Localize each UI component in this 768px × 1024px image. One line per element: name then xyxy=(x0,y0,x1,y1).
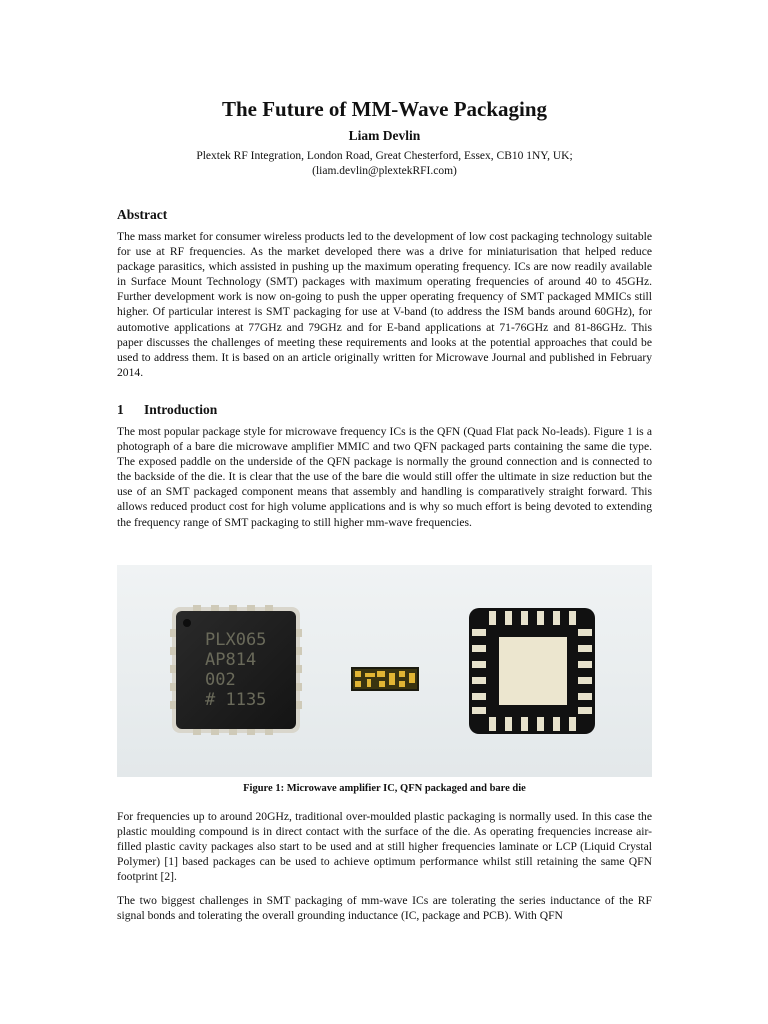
affiliation xyxy=(117,149,652,179)
abstract-heading: Abstract xyxy=(117,207,168,222)
qfn-package-underside xyxy=(469,608,595,734)
paragraph-3: The two biggest challenges in SMT packaging of mm-wave ICs are tolerating the series inductance of the RF signal bonds and tolerating the overall grounding inductance (IC, package and PCB). With QFN xyxy=(117,894,652,923)
abstract-text: The mass market for consumer wireless products led to the development of low cost packaging technology suitable for use at RF frequencies. As the market developed there was a drive for miniaturisation that helped reduce package parasitics, which assisted in pushing up the maximum operating frequency. ICs are now readily available in Surface Mount Technology (SMT) packages with maximum operating frequencies of around 40 to 45GHz. Further development work is now on-going to push the upper operating frequency of SMT packaged MMICs still higher. Of particular interest is SMT packaging for use at V-band (to address the ISM bands around 60GHz), for automotive applications at 77GHz and 79GHz and for E-band applications at 71-76GHz and 81-86GHz. This paper discusses the challenges of meeting these requirements and looks at the potential approaches that could be used to address them. It is based on an article originally written for Microwave Journal and published in February 2014. xyxy=(117,230,652,379)
figure-1-illustration xyxy=(117,565,652,777)
chip-marking-line-4: # 1135 xyxy=(205,690,267,710)
paragraph-2: For frequencies up to around 20GHz, traditional over-moulded plastic packaging is normally used. In this case the plastic moulding compound is in direct contact with the surface of the die. As operating frequencies increase air-filled plastic cavity packages also start to be used and at still higher frequencies laminate or LCP (Liquid Crystal Polymer) [1] based packages can be used to achieve optimum performance whilst still retaining the same QFN footprint [2]. xyxy=(117,810,652,884)
author-name: Liam Devlin xyxy=(348,128,421,143)
figure-1-photo xyxy=(117,565,652,777)
section-title: Introduction xyxy=(144,402,218,417)
affiliation-email: (liam.devlin@plextekRFI.com) xyxy=(312,165,457,177)
qfn-package-top xyxy=(170,605,302,735)
section-number: 1 xyxy=(117,402,124,417)
affiliation-address: Plextek RF Integration, London Road, Great Chesterford, Essex, CB10 1NY, UK; xyxy=(196,150,573,162)
bare-die xyxy=(351,667,419,691)
chip-marking-line-1: PLX065 xyxy=(205,630,267,650)
section-1-text: The most popular package style for microwave frequency ICs is the QFN (Quad Flat pack No-leads). Figure 1 is a photograph of a bare die microwave amplifier MMIC and two QFN packaged parts containing the same die type. The exposed paddle on the underside of the QFN package is normally the ground connection and is connected to the backside of the die. It is clear that the use of the bare die would still offer the ultimate in size reduction but the use of an SMT packaged component means that assembly and handling is comparatively straight forward. This allows reduced product cost for high volume applications and is why so much effort is being devoted to extending the frequency range of SMT packaging to still higher mm-wave frequencies. xyxy=(117,425,652,529)
figure-1-caption: Figure 1: Microwave amplifier IC, QFN packaged and bare die xyxy=(243,783,526,794)
chip-marking-line-2: AP814 xyxy=(205,650,257,670)
paper-title: The Future of MM-Wave Packaging xyxy=(221,97,548,121)
chip-marking-line-3: 002 xyxy=(205,670,236,690)
section-1-heading xyxy=(117,401,217,419)
